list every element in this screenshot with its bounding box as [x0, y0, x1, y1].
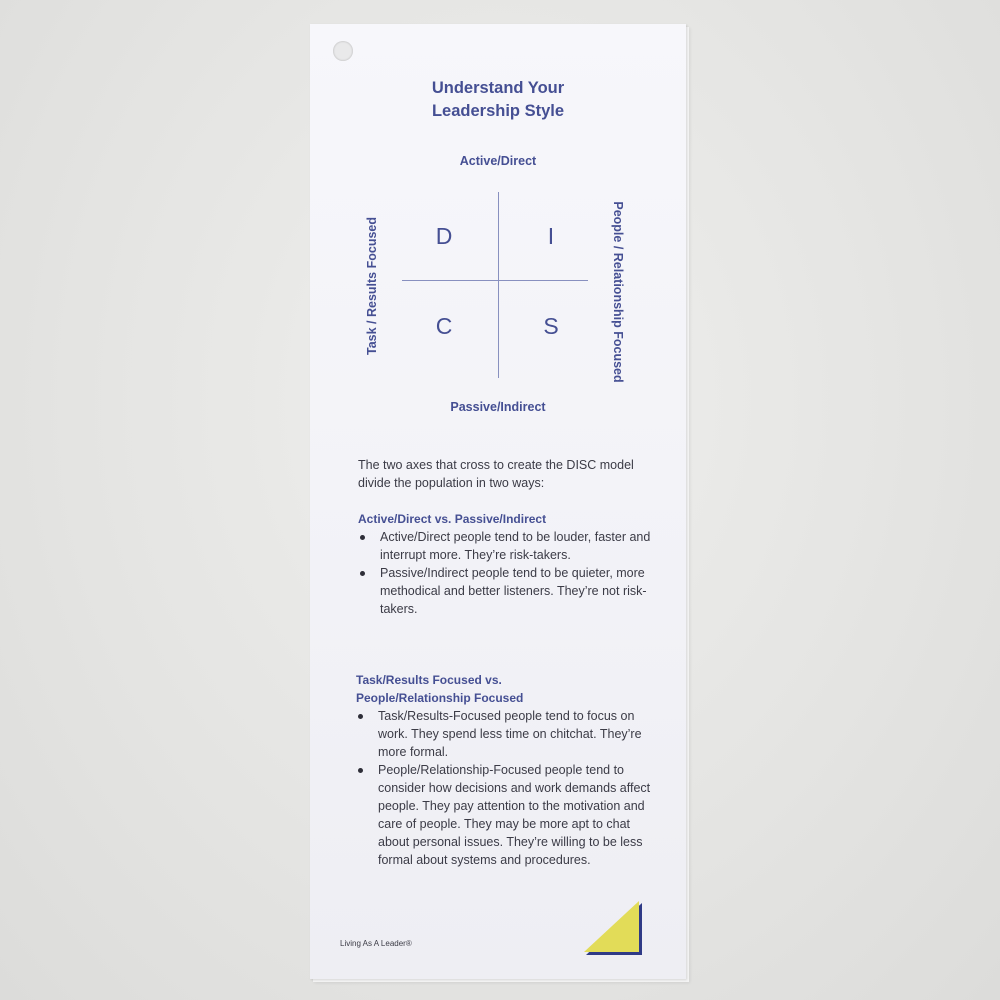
section1-heading: Active/Direct vs. Passive/Indirect [358, 512, 547, 526]
section2-bullet-list [356, 707, 656, 869]
bullet-text: Active/Direct people tend to be louder, faster and interrupt more. They’re risk-takers. [380, 530, 651, 562]
bullet-text: People/Relationship-Focused people tend to consider how decisions and work demands affect people. They pay attention to the motivation and care of people. They may be more apt to chat about personal issues. They’re willing to be less formal about systems and procedures. [378, 763, 651, 867]
card-title-line2: Leadership Style [431, 102, 565, 120]
section2-heading-line2: People/Relationship Focused [356, 691, 524, 705]
bullet-text: Task/Results-Focused people tend to focus on work. They spend less time on chitchat. They’re more formal. [378, 709, 642, 759]
section1-bullet [358, 528, 658, 564]
section1-bullet-list [358, 528, 658, 618]
brand-footer: Living As A Leader® [340, 939, 412, 948]
quadrant-c: C [435, 313, 453, 339]
section2-heading-line1: Task/Results Focused vs. [356, 673, 502, 687]
section1-bullet [358, 564, 658, 618]
vertical-axis-line [498, 192, 499, 378]
intro-paragraph: The two axes that cross to create the DISC model divide the population in two ways: [358, 458, 634, 490]
section2-bullet [356, 761, 656, 869]
punch-hole [333, 41, 353, 61]
bullet-dot-icon [358, 768, 363, 773]
card-title-line1: Understand Your [431, 79, 565, 97]
bullet-dot-icon [358, 714, 363, 719]
leadership-style-card [310, 24, 686, 979]
horizontal-axis-line [402, 280, 588, 281]
quadrant-s: S [543, 313, 559, 339]
yellow-triangle-logo-icon [584, 901, 644, 957]
axis-label-bottom: Passive/Indirect [450, 400, 546, 414]
bullet-dot-icon [360, 571, 365, 576]
axis-label-top: Active/Direct [459, 154, 537, 168]
axis-label-right: People / Relationship Focused [611, 201, 625, 383]
quadrant-i: I [547, 223, 555, 249]
bullet-dot-icon [360, 535, 365, 540]
bullet-text: Passive/Indirect people tend to be quieter, more methodical and better listeners. They’re not risk-takers. [380, 566, 647, 616]
axis-label-left: Task / Results Focused [365, 216, 379, 356]
section2-bullet [356, 707, 656, 761]
quadrant-d: D [435, 223, 453, 249]
